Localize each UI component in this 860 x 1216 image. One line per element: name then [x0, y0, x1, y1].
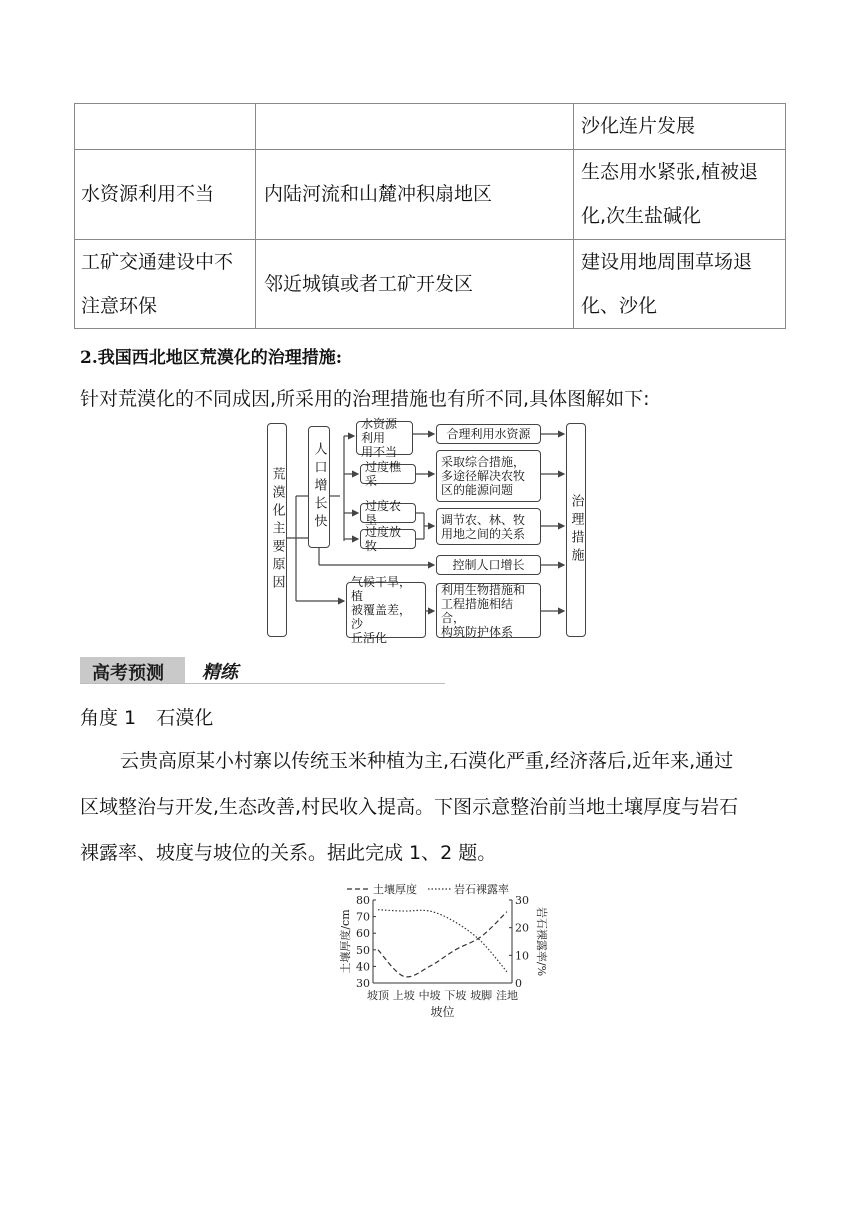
over-grazing-box: 过度放牧: [360, 529, 416, 549]
measure-adjust-box: [436, 508, 541, 545]
measure-bio-line: 工程措施相结合，: [441, 596, 514, 625]
legend-label-soil: 土壤厚度: [373, 883, 417, 896]
table-border-left: [74, 103, 75, 329]
x-tick-label: 坡脚: [470, 989, 493, 1002]
water-misuse-box: [356, 417, 413, 459]
y-tick-label-left: 60: [356, 927, 370, 941]
question-line: 云贵高原某小村寨以传统玉米种植为主,石漠化严重,经济落后,近年来,通过: [120, 750, 734, 772]
legend-label-rock: 岩石裸露率: [454, 883, 509, 896]
rock-exposure-line: [378, 910, 507, 972]
x-tick-label: 坡顶: [367, 989, 389, 1002]
table-cell-effect: 化,次生盐碱化: [581, 205, 702, 227]
y-tick-label-left: 70: [356, 910, 370, 924]
chart-canvas: [305, 880, 555, 1020]
table-cell-effect: 建设用地周围草场退: [581, 251, 753, 273]
y-axis-label-left: 土壤厚度/cm: [339, 909, 352, 974]
measure-energy-line: 区的能源问题: [441, 483, 514, 497]
main-causes-box: 荒漠化主要原因: [267, 423, 287, 637]
y-tick-label-left: 40: [356, 960, 370, 974]
y-tick-label-right: 20: [515, 921, 529, 935]
question-line: 裸露率、坡度与坡位的关系。据此完成 1、2 题。: [80, 842, 497, 864]
y-tick-label-left: 80: [356, 894, 370, 907]
cause-table: [74, 103, 786, 329]
measure-energy-box: [436, 450, 541, 502]
y-tick-label-left: 50: [356, 943, 370, 957]
climate-line: 被覆盖差，沙: [351, 603, 412, 631]
measure-adjust-line: 调节农、林、牧: [441, 512, 526, 527]
y-tick-label-right: 10: [515, 949, 529, 963]
y-tick-label-right: 0: [515, 977, 522, 990]
measure-energy-line: 多途径解决农牧: [441, 469, 526, 483]
measures-box: 治理措施: [566, 423, 586, 637]
table-col-divider: [255, 103, 256, 329]
angle-label: 角度 1: [80, 707, 137, 729]
x-tick-label: 下坡: [444, 989, 467, 1002]
x-axis-label: 坡位: [430, 1005, 455, 1019]
measure-bio-line: 构筑防护体系: [441, 624, 514, 639]
water-misuse-line: 水资源利用: [361, 417, 398, 445]
section-title: 2.我国西北地区荒漠化的治理措施:: [80, 348, 343, 368]
soil-thickness-line: [378, 912, 507, 977]
table-cell-cause: 水资源利用不当: [81, 183, 215, 205]
desertification-diagram: [264, 417, 594, 645]
over-farming-box: 过度农垦: [360, 503, 416, 523]
table-cell-region: 邻近城镇或者工矿开发区: [264, 273, 474, 295]
section-banner: [80, 657, 445, 684]
table-cell-effect: 生态用水紧张,植被退: [581, 161, 759, 183]
climate-box: [346, 575, 426, 645]
x-tick-label: 洼地: [496, 989, 518, 1002]
over-cutting-box: 过度樵采: [360, 464, 416, 484]
measure-water-box: 合理利用水资源: [436, 424, 541, 444]
x-tick-label: 中坡: [418, 989, 441, 1002]
table-col-divider: [573, 103, 574, 329]
water-misuse-line: 用不当: [361, 445, 398, 459]
measure-bio-box: [436, 583, 541, 638]
climate-line: 丘活化: [351, 631, 388, 645]
y-tick-label-left: 30: [356, 977, 370, 990]
measure-adjust-line: 用地之间的关系: [441, 526, 526, 541]
measure-bio-line: 利用生物措施和: [441, 582, 526, 597]
y-tick-label-right: 30: [515, 894, 529, 907]
measure-population-box: 控制人口增长: [436, 555, 541, 575]
soil-rock-chart: [305, 880, 555, 1020]
table-cell-cause: 注意环保: [81, 295, 158, 317]
banner-sub: 精练: [202, 662, 238, 683]
population-growth-box: 人口增长快: [308, 426, 330, 548]
table-border-bottom: [74, 328, 786, 329]
table-cell-effect: 化、沙化: [581, 295, 658, 317]
table-cell-region: 内陆河流和山麓冲积扇地区: [264, 183, 493, 205]
y-axis-label-right: 岩石裸露率/%: [535, 906, 548, 977]
table-border-right: [785, 103, 786, 329]
x-tick-label: 上坡: [392, 989, 415, 1002]
measure-energy-line: 采取综合措施，: [441, 455, 526, 469]
banner-label: 高考预测: [92, 663, 164, 684]
question-line: 区域整治与开发,生态改善,村民收入提高。下图示意整治前当地土壤厚度与岩石: [80, 796, 739, 818]
section-intro: 针对荒漠化的不同成因,所采用的治理措施也有所不同,具体图解如下:: [80, 388, 650, 410]
angle-topic: 石漠化: [156, 707, 214, 729]
table-cell-effect: 沙化连片发展: [581, 115, 696, 137]
angle-heading: [80, 703, 213, 730]
table-cell-cause: 工矿交通建设中不: [81, 251, 234, 273]
climate-line: 气候干旱，植: [351, 575, 412, 603]
